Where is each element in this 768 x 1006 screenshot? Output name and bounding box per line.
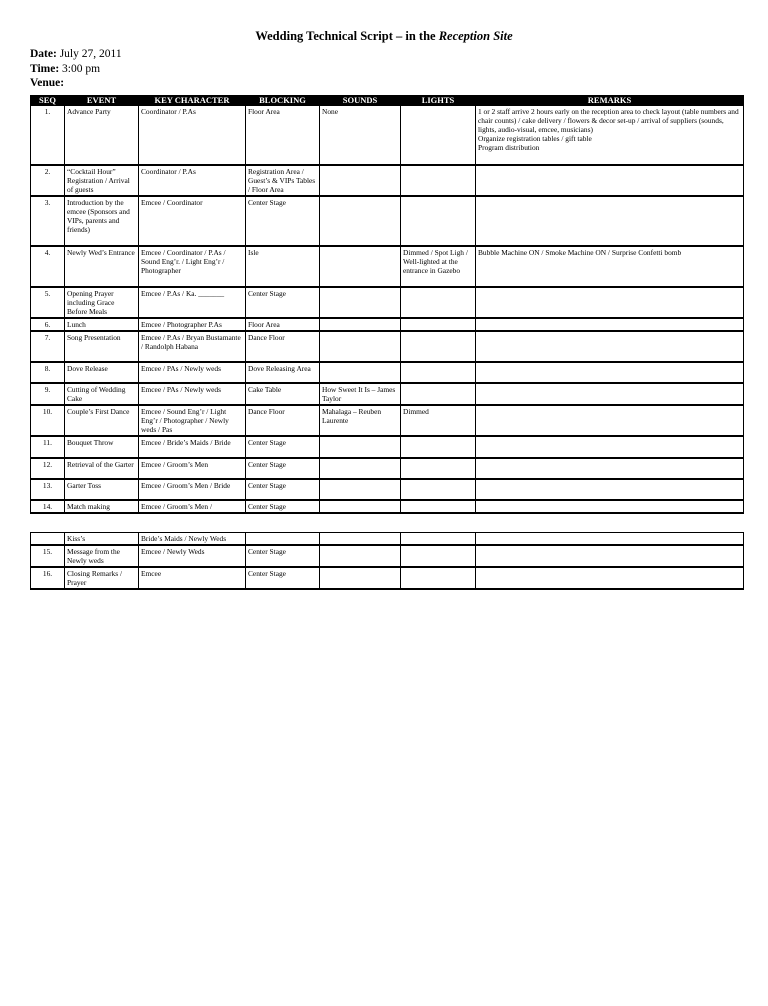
header-event: EVENT [65,96,139,106]
blocking-cell: Center Stage [246,196,320,246]
key-character-cell: Bride’s Maids / Newly Weds [139,533,246,546]
sounds-cell [320,246,401,287]
table-row [31,545,744,567]
date-line [30,48,122,60]
lights-cell: Dimmed / Spot Ligh / Well-lighted at the entrance in Gazebo [401,246,476,287]
blocking-cell: Center Stage [246,567,320,589]
table-row [31,246,744,287]
table-row [31,165,744,196]
remarks-cell [476,500,744,513]
remarks-cell [476,405,744,436]
sounds-cell: None [320,106,401,166]
header-remarks: REMARKS [476,96,744,106]
remarks-cell: Bubble Machine ON / Smoke Machine ON / Surprise Confetti bomb [476,246,744,287]
event-cell: Lunch [65,318,139,331]
key-character-cell: Emcee / Photographer P.As [139,318,246,331]
date-label: Date: [30,48,57,60]
key-character-cell: Emcee / Groom’s Men / [139,500,246,513]
event-cell: Cutting of Wedding Cake [65,383,139,405]
lights-cell [401,165,476,196]
lights-cell [401,436,476,458]
key-character-cell: Emcee / P.As / Bryan Bustamante / Randolph Habana [139,331,246,362]
event-cell: Introduction by the emcee (Sponsors and VIPs, parents and friends) [65,196,139,246]
lights-cell [401,362,476,383]
header-blocking: BLOCKING [246,96,320,106]
blocking-cell: Dance Floor [246,331,320,362]
script-table [30,95,744,514]
remarks-cell [476,567,744,589]
sounds-cell [320,567,401,589]
remarks-cell [476,331,744,362]
lights-cell [401,500,476,513]
table-row [31,458,744,479]
sounds-cell [320,500,401,513]
sounds-cell: How Sweet It Is – James Taylor [320,383,401,405]
key-character-cell: Coordinator / P.As [139,165,246,196]
seq-cell: 14. [31,500,65,513]
key-character-cell: Emcee / Coordinator / P.As / Sound Eng’r. / Light Eng’r / Photographer [139,246,246,287]
blocking-cell: Center Stage [246,545,320,567]
table-row [31,479,744,500]
table-row [31,533,744,546]
seq-cell: 10. [31,405,65,436]
blocking-cell: Center Stage [246,436,320,458]
lights-cell [401,196,476,246]
key-character-cell: Coordinator / P.As [139,106,246,166]
blocking-cell: Floor Area [246,318,320,331]
event-cell: Song Presentation [65,331,139,362]
event-cell: Match making [65,500,139,513]
lights-cell [401,458,476,479]
title-italic-text: Reception Site [438,29,513,43]
table-row [31,196,744,246]
lights-cell [401,106,476,166]
lights-cell [401,331,476,362]
remarks-cell [476,362,744,383]
blocking-cell [246,533,320,546]
sounds-cell [320,331,401,362]
table-row [31,106,744,166]
venue-label: Venue: [30,77,65,89]
remarks-cell [476,436,744,458]
key-character-cell: Emcee / P.As / Ka. _______ [139,287,246,318]
seq-cell: 15. [31,545,65,567]
seq-cell: 4. [31,246,65,287]
sounds-cell [320,479,401,500]
blocking-cell: Center Stage [246,500,320,513]
sounds-cell [320,196,401,246]
lights-cell [401,479,476,500]
table-row [31,436,744,458]
script-table-continued [30,532,744,590]
event-cell: Kiss’s [65,533,139,546]
header-key-character: KEY CHARACTER [139,96,246,106]
event-cell: Dove Release [65,362,139,383]
key-character-cell: Emcee / Bride’s Maids / Bride [139,436,246,458]
seq-cell: 11. [31,436,65,458]
sounds-cell [320,458,401,479]
header-sounds: SOUNDS [320,96,401,106]
sounds-cell: Mahalaga – Reuben Laurente [320,405,401,436]
document-title [0,29,768,44]
remarks-cell [476,383,744,405]
blocking-cell: Center Stage [246,458,320,479]
remarks-cell [476,165,744,196]
lights-cell [401,287,476,318]
blocking-cell: Dove Releasing Area [246,362,320,383]
seq-cell: 9. [31,383,65,405]
time-value: 3:00 pm [59,63,101,75]
time-line [30,63,100,75]
remarks-cell [476,545,744,567]
seq-cell: 12. [31,458,65,479]
sounds-cell [320,545,401,567]
blocking-cell: Dance Floor [246,405,320,436]
seq-cell: 8. [31,362,65,383]
blocking-cell: Isle [246,246,320,287]
lights-cell [401,533,476,546]
lights-cell [401,318,476,331]
key-character-cell: Emcee / Groom’s Men / Bride [139,479,246,500]
seq-cell: 16. [31,567,65,589]
event-cell: Opening Prayer including Grace Before Meals [65,287,139,318]
blocking-cell: Center Stage [246,287,320,318]
seq-cell: 6. [31,318,65,331]
sounds-cell [320,436,401,458]
remarks-cell [476,196,744,246]
table-row [31,318,744,331]
event-cell: Bouquet Throw [65,436,139,458]
sounds-cell [320,318,401,331]
key-character-cell: Emcee / Groom’s Men [139,458,246,479]
lights-cell [401,383,476,405]
table-row [31,567,744,589]
remarks-cell [476,533,744,546]
remarks-cell [476,479,744,500]
remarks-cell [476,458,744,479]
remarks-cell [476,287,744,318]
event-cell: Advance Party [65,106,139,166]
table-row [31,405,744,436]
blocking-cell: Registration Area / Guest’s & VIPs Tables / Floor Area [246,165,320,196]
key-character-cell: Emcee / Sound Eng’r / Light Eng’r / Photographer / Newly weds / Pas [139,405,246,436]
event-cell: Garter Toss [65,479,139,500]
seq-cell: 1. [31,106,65,166]
sounds-cell [320,533,401,546]
blocking-cell: Cake Table [246,383,320,405]
title-text: Wedding Technical Script – in the [255,29,439,43]
table-row [31,500,744,513]
key-character-cell: Emcee [139,567,246,589]
table-row [31,362,744,383]
sounds-cell [320,165,401,196]
key-character-cell: Emcee / Newly Weds [139,545,246,567]
remarks-cell: 1 or 2 staff arrive 2 hours early on the reception area to check layout (table numbers and chair counts) / cake delivery / flowers & decor set-up / arrival of suppliers (sounds, lights, audio-visual, emcee, musicians) Organize registration tables / gift table Program distribution [476,106,744,166]
table-row [31,331,744,362]
lights-cell [401,567,476,589]
event-cell: Couple’s First Dance [65,405,139,436]
seq-cell: 3. [31,196,65,246]
time-label: Time: [30,63,60,75]
seq-cell [31,533,65,546]
seq-cell: 13. [31,479,65,500]
sounds-cell [320,287,401,318]
event-cell: Closing Remarks / Prayer [65,567,139,589]
key-character-cell: Emcee / Coordinator [139,196,246,246]
table-row [31,383,744,405]
seq-cell: 5. [31,287,65,318]
seq-cell: 2. [31,165,65,196]
key-character-cell: Emcee / PAs / Newly weds [139,362,246,383]
event-cell: Newly Wed’s Entrance [65,246,139,287]
table-row [31,287,744,318]
event-cell: Retrieval of the Garter [65,458,139,479]
blocking-cell: Center Stage [246,479,320,500]
seq-cell: 7. [31,331,65,362]
blocking-cell: Floor Area [246,106,320,166]
table-header-row [31,96,744,106]
lights-cell [401,545,476,567]
event-cell: Message from the Newly weds [65,545,139,567]
venue-line [30,77,64,89]
remarks-cell [476,318,744,331]
header-lights: LIGHTS [401,96,476,106]
header-seq: SEQ [31,96,65,106]
lights-cell: Dimmed [401,405,476,436]
event-cell: “Cocktail Hour” Registration / Arrival of guests [65,165,139,196]
sounds-cell [320,362,401,383]
key-character-cell: Emcee / PAs / Newly weds [139,383,246,405]
date-value: July 27, 2011 [56,48,122,60]
